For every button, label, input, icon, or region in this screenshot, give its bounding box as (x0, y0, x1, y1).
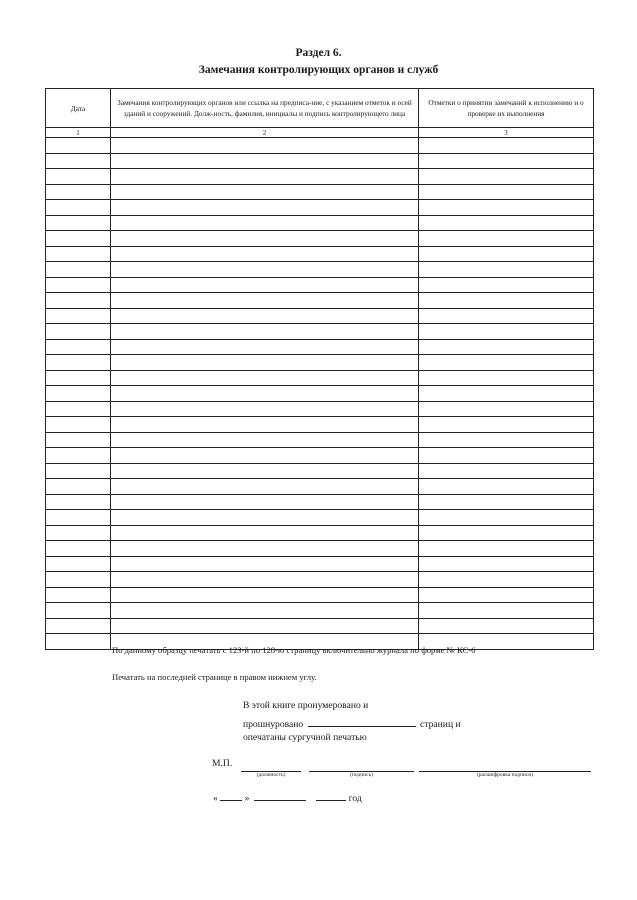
table-row (46, 355, 594, 371)
table-row (46, 184, 594, 200)
date-year-field[interactable] (316, 791, 346, 801)
certification-line-1: В этой книге пронумеровано и (243, 700, 369, 711)
table-row (46, 603, 594, 619)
date-cell[interactable] (46, 541, 111, 557)
table-row (46, 231, 594, 247)
remarks-cell[interactable] (111, 293, 419, 309)
date-cell[interactable] (46, 308, 111, 324)
table-row (46, 479, 594, 495)
acceptance-cell[interactable] (419, 262, 594, 278)
remarks-cell[interactable] (111, 169, 419, 185)
remarks-cell[interactable] (111, 246, 419, 262)
acceptance-cell[interactable] (419, 417, 594, 433)
acceptance-cell[interactable] (419, 401, 594, 417)
remarks-cell[interactable] (111, 231, 419, 247)
acceptance-cell[interactable] (419, 494, 594, 510)
date-cell[interactable] (46, 355, 111, 371)
date-cell[interactable] (46, 386, 111, 402)
table-row (46, 494, 594, 510)
remarks-cell[interactable] (111, 308, 419, 324)
acceptance-cell[interactable] (419, 448, 594, 464)
acceptance-cell[interactable] (419, 463, 594, 479)
remarks-cell[interactable] (111, 138, 419, 154)
acceptance-cell[interactable] (419, 153, 594, 169)
acceptance-cell[interactable] (419, 572, 594, 588)
date-cell[interactable] (46, 246, 111, 262)
date-cell[interactable] (46, 262, 111, 278)
acceptance-cell[interactable] (419, 525, 594, 541)
acceptance-cell[interactable] (419, 355, 594, 371)
print-instruction: По данному образцу печатать с 123-й по 128-ю страницу включительно журнала по форме № КС-6 (112, 645, 476, 655)
table-row (46, 246, 594, 262)
remarks-cell[interactable] (111, 355, 419, 371)
remarks-cell[interactable] (111, 370, 419, 386)
acceptance-cell[interactable] (419, 587, 594, 603)
date-cell[interactable] (46, 556, 111, 572)
table-row (46, 432, 594, 448)
remarks-cell[interactable] (111, 463, 419, 479)
table-row (46, 525, 594, 541)
table-row (46, 200, 594, 216)
date-cell[interactable] (46, 231, 111, 247)
acceptance-cell[interactable] (419, 603, 594, 619)
table-row (46, 324, 594, 340)
acceptance-cell[interactable] (419, 169, 594, 185)
table-row (46, 510, 594, 526)
table-body (46, 138, 594, 650)
acceptance-cell[interactable] (419, 339, 594, 355)
date-cell[interactable] (46, 184, 111, 200)
column-number: 3 (419, 128, 594, 138)
remarks-cell[interactable] (111, 401, 419, 417)
date-cell[interactable] (46, 463, 111, 479)
remarks-cell[interactable] (111, 153, 419, 169)
table-row (46, 587, 594, 603)
table-row (46, 293, 594, 309)
acceptance-cell[interactable] (419, 215, 594, 231)
table-row (46, 138, 594, 154)
date-cell[interactable] (46, 370, 111, 386)
acceptance-cell[interactable] (419, 432, 594, 448)
remarks-cell[interactable] (111, 262, 419, 278)
table-header-row (46, 89, 594, 128)
column-number: 2 (111, 128, 419, 138)
seal-place-label: М.П. (212, 758, 233, 769)
table-row (46, 308, 594, 324)
acceptance-cell[interactable] (419, 277, 594, 293)
date-cell[interactable] (46, 479, 111, 495)
date-cell[interactable] (46, 200, 111, 216)
date-cell[interactable] (46, 587, 111, 603)
date-cell[interactable] (46, 138, 111, 154)
date-cell[interactable] (46, 417, 111, 433)
acceptance-cell[interactable] (419, 556, 594, 572)
date-cell[interactable] (46, 432, 111, 448)
section-title: Замечания контролирующих органов и служб (198, 64, 439, 76)
table-row (46, 618, 594, 634)
date-open-quote: « (213, 793, 218, 804)
header-remarks: Замечания контролирующих органов или ссылка на предписа-ние, с указанием отметок и осей зданий и сооружений. Долж-ность, фамилия, инициалы и подпись контролирующего лица (111, 89, 419, 128)
table-row (46, 277, 594, 293)
remarks-cell[interactable] (111, 432, 419, 448)
remarks-cell[interactable] (111, 386, 419, 402)
page-count-field[interactable] (308, 716, 416, 727)
date-year-label: год (348, 793, 362, 804)
date-cell[interactable] (46, 448, 111, 464)
remarks-cell[interactable] (111, 572, 419, 588)
table-row (46, 556, 594, 572)
acceptance-cell[interactable] (419, 541, 594, 557)
remarks-cell[interactable] (111, 215, 419, 231)
table-row (46, 463, 594, 479)
table-row (46, 541, 594, 557)
acceptance-cell[interactable] (419, 246, 594, 262)
remarks-cell[interactable] (111, 200, 419, 216)
certification-laced-label: прошнуровано (243, 719, 304, 730)
acceptance-cell[interactable] (419, 138, 594, 154)
date-cell[interactable] (46, 510, 111, 526)
signature-decoding-caption: (расшифровка подписи) (476, 772, 534, 778)
date-cell[interactable] (46, 339, 111, 355)
section-number: Раздел 6. (295, 47, 342, 59)
acceptance-cell[interactable] (419, 293, 594, 309)
table-row (46, 262, 594, 278)
remarks-cell[interactable] (111, 417, 419, 433)
date-cell[interactable] (46, 169, 111, 185)
table-row (46, 339, 594, 355)
remarks-cell[interactable] (111, 510, 419, 526)
acceptance-cell[interactable] (419, 386, 594, 402)
column-number: 1 (46, 128, 111, 138)
remarks-cell[interactable] (111, 448, 419, 464)
certification-line-3: опечатаны сургучной печатью (243, 732, 367, 743)
table-row (46, 215, 594, 231)
remarks-cell[interactable] (111, 603, 419, 619)
remarks-cell[interactable] (111, 324, 419, 340)
certification-line-2 (243, 716, 461, 730)
acceptance-cell[interactable] (419, 479, 594, 495)
remarks-cell[interactable] (111, 541, 419, 557)
date-day-field[interactable] (220, 791, 242, 801)
remarks-cell[interactable] (111, 494, 419, 510)
table-row (46, 370, 594, 386)
table-row (46, 401, 594, 417)
remarks-cell[interactable] (111, 618, 419, 634)
acceptance-cell[interactable] (419, 308, 594, 324)
acceptance-cell[interactable] (419, 618, 594, 634)
date-cell[interactable] (46, 572, 111, 588)
acceptance-cell[interactable] (419, 324, 594, 340)
date-cell[interactable] (46, 277, 111, 293)
date-cell[interactable] (46, 324, 111, 340)
date-cell[interactable] (46, 401, 111, 417)
remarks-cell[interactable] (111, 525, 419, 541)
header-date: Дата (46, 89, 111, 128)
remarks-cell[interactable] (111, 587, 419, 603)
date-line (213, 791, 362, 804)
column-number-row (46, 128, 594, 138)
date-cell[interactable] (46, 494, 111, 510)
date-close-quote: » (244, 793, 250, 804)
table-row (46, 169, 594, 185)
table-row (46, 448, 594, 464)
remarks-cell[interactable] (111, 556, 419, 572)
date-cell[interactable] (46, 603, 111, 619)
date-cell[interactable] (46, 153, 111, 169)
date-cell[interactable] (46, 634, 111, 650)
remarks-table (45, 88, 594, 650)
date-cell[interactable] (46, 525, 111, 541)
header-acceptance: Отметки о принятии замечаний к исполнению и о проверке их выполнения (419, 89, 594, 128)
stamp-instruction: Печатать на последней странице в правом нижнем углу. (112, 672, 317, 682)
date-cell[interactable] (46, 293, 111, 309)
acceptance-cell[interactable] (419, 370, 594, 386)
table-row (46, 386, 594, 402)
acceptance-cell[interactable] (419, 231, 594, 247)
signature-caption: (подпись) (350, 772, 373, 778)
remarks-cell[interactable] (111, 277, 419, 293)
table-row (46, 572, 594, 588)
remarks-cell[interactable] (111, 479, 419, 495)
date-cell[interactable] (46, 618, 111, 634)
remarks-cell[interactable] (111, 339, 419, 355)
certification-pages-label: страниц и (420, 719, 461, 730)
table-row (46, 417, 594, 433)
date-cell[interactable] (46, 215, 111, 231)
position-caption: (должность) (256, 772, 286, 778)
acceptance-cell[interactable] (419, 510, 594, 526)
table-row (46, 153, 594, 169)
acceptance-cell[interactable] (419, 200, 594, 216)
acceptance-cell[interactable] (419, 184, 594, 200)
date-month-field[interactable] (254, 791, 306, 801)
remarks-cell[interactable] (111, 184, 419, 200)
